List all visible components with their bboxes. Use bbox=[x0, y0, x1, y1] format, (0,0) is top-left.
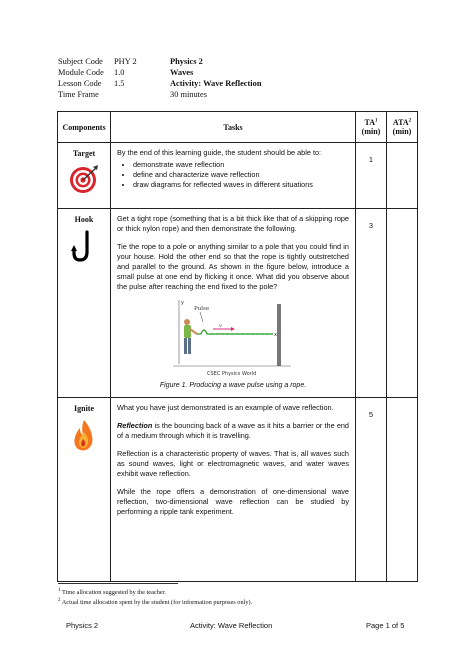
header-code: 1.5 bbox=[114, 79, 125, 88]
figure-credit: CSEC Physics World bbox=[207, 371, 257, 377]
footnote-ref: 1 bbox=[375, 118, 378, 124]
ata-header-unit: (min) bbox=[392, 127, 412, 136]
component-cell bbox=[58, 398, 111, 582]
ignite-paragraph bbox=[117, 421, 349, 441]
figure-caption: Figure 1. Producing a wave pulse using a rope. bbox=[159, 382, 307, 389]
header-code: PHY 2 bbox=[114, 57, 137, 66]
lesson-header bbox=[58, 56, 261, 100]
header-label: Time Frame bbox=[58, 90, 99, 99]
ata-cell[interactable] bbox=[387, 209, 418, 398]
header-value: Physics 2 bbox=[170, 57, 203, 66]
objectives-list bbox=[117, 160, 349, 190]
component-label: Ignite bbox=[74, 404, 94, 413]
ta-header-label: TA bbox=[364, 118, 376, 127]
hook-paragraph: Tie the rope to a pole or anything similar to a pole that you could find in your house. Hold the other end so that the rope is tightly outstretched and parallel to the ground. As shown in the figure below, introduce a small pulse at one end by flicking it once. What did you observe about the pulse after reaching the end fixed to the pole? bbox=[117, 242, 349, 291]
ata-header bbox=[387, 112, 418, 143]
flame-icon bbox=[72, 419, 96, 451]
figure-pulse-label: Pulse bbox=[194, 306, 210, 312]
footnote-ref: 2 bbox=[408, 118, 412, 124]
ta-header-unit: (min) bbox=[361, 127, 381, 136]
footnote bbox=[58, 597, 252, 607]
footnote-number: 1 bbox=[58, 588, 61, 593]
task-cell bbox=[111, 143, 356, 209]
table-header-row bbox=[58, 112, 418, 143]
footer-title: Activity: Wave Reflection bbox=[190, 621, 273, 630]
footnote-text: Actual time allocation spent by the student (for information purposes only). bbox=[61, 599, 253, 607]
footer-subject: Physics 2 bbox=[66, 621, 99, 630]
header-row-lesson bbox=[58, 78, 261, 89]
header-row-module bbox=[58, 67, 261, 78]
reflection-term: Reflection bbox=[117, 421, 153, 430]
table-row-target bbox=[58, 143, 418, 209]
header-label: Module Code bbox=[58, 68, 104, 77]
list-item: • demonstrate wave reflection bbox=[133, 160, 349, 170]
rope-pulse-figure bbox=[173, 296, 293, 378]
figure-x-label: x bbox=[274, 332, 277, 338]
header-value: Waves bbox=[170, 68, 194, 77]
reflection-definition: is the bouncing back of a wave as it hits a barrier or the end of a medium through which it is travelling. bbox=[117, 421, 349, 440]
component-cell bbox=[58, 143, 111, 209]
footnote bbox=[58, 587, 252, 597]
target-intro: By the end of this learning guide, the student should be able to: bbox=[117, 148, 322, 157]
header-row-subject bbox=[58, 56, 261, 67]
header-row-time bbox=[58, 89, 261, 100]
header-value: Activity: Wave Reflection bbox=[170, 79, 262, 88]
header-value: 30 minutes bbox=[170, 90, 207, 99]
component-label: Hook bbox=[74, 215, 94, 224]
header-label: Lesson Code bbox=[58, 79, 102, 88]
tasks-header: Tasks bbox=[111, 112, 356, 143]
task-cell bbox=[111, 398, 356, 582]
target-icon bbox=[69, 164, 99, 194]
footnote-divider bbox=[58, 583, 178, 584]
footnote-text: Time allocation suggested by the teacher. bbox=[61, 589, 166, 597]
list-item: • define and characterize wave reflection bbox=[133, 170, 349, 180]
ata-cell[interactable] bbox=[387, 398, 418, 582]
ta-cell: 1 bbox=[356, 143, 387, 209]
footnotes bbox=[58, 583, 252, 607]
hook-icon bbox=[71, 230, 97, 262]
ta-cell: 3 bbox=[356, 209, 387, 398]
ta-cell: 5 bbox=[356, 398, 387, 582]
ata-cell[interactable] bbox=[387, 143, 418, 209]
ta-header bbox=[356, 112, 387, 143]
ignite-paragraph: Reflection is a characteristic property of waves. That is, all waves such as sound waves, light or electromagnetic waves, and water waves exhibit wave reflection. bbox=[117, 449, 349, 478]
figure-y-label: y bbox=[181, 300, 184, 306]
ata-header-label: ATA bbox=[392, 118, 409, 127]
header-label: Subject Code bbox=[58, 57, 103, 66]
components-header: Components bbox=[58, 112, 111, 143]
hook-paragraph: Get a tight rope (something that is a bit thick like that of a skipping rope or thick nylon rope) and then demonstrate the following. bbox=[117, 214, 349, 233]
table-row-ignite bbox=[58, 398, 418, 582]
figure-v-label: v bbox=[219, 323, 222, 329]
ignite-paragraph: What you have just demonstrated is an example of wave reflection. bbox=[117, 403, 334, 412]
table-row-hook bbox=[58, 209, 418, 398]
lesson-table bbox=[57, 111, 418, 582]
task-cell bbox=[111, 209, 356, 398]
footer-page-number: Page 1 of 5 bbox=[366, 621, 405, 630]
ignite-paragraph: While the rope offers a demonstration of one-dimensional wave reflection, two-dimensional wave reflection can be studied by performing a ripple tank experiment. bbox=[117, 487, 349, 516]
component-cell bbox=[58, 209, 111, 398]
footnote-number: 2 bbox=[58, 598, 61, 604]
header-code: 1.0 bbox=[114, 68, 125, 77]
component-label: Target bbox=[72, 149, 96, 158]
header-code bbox=[114, 89, 170, 100]
list-item: • draw diagrams for reflected waves in different situations bbox=[133, 180, 349, 190]
